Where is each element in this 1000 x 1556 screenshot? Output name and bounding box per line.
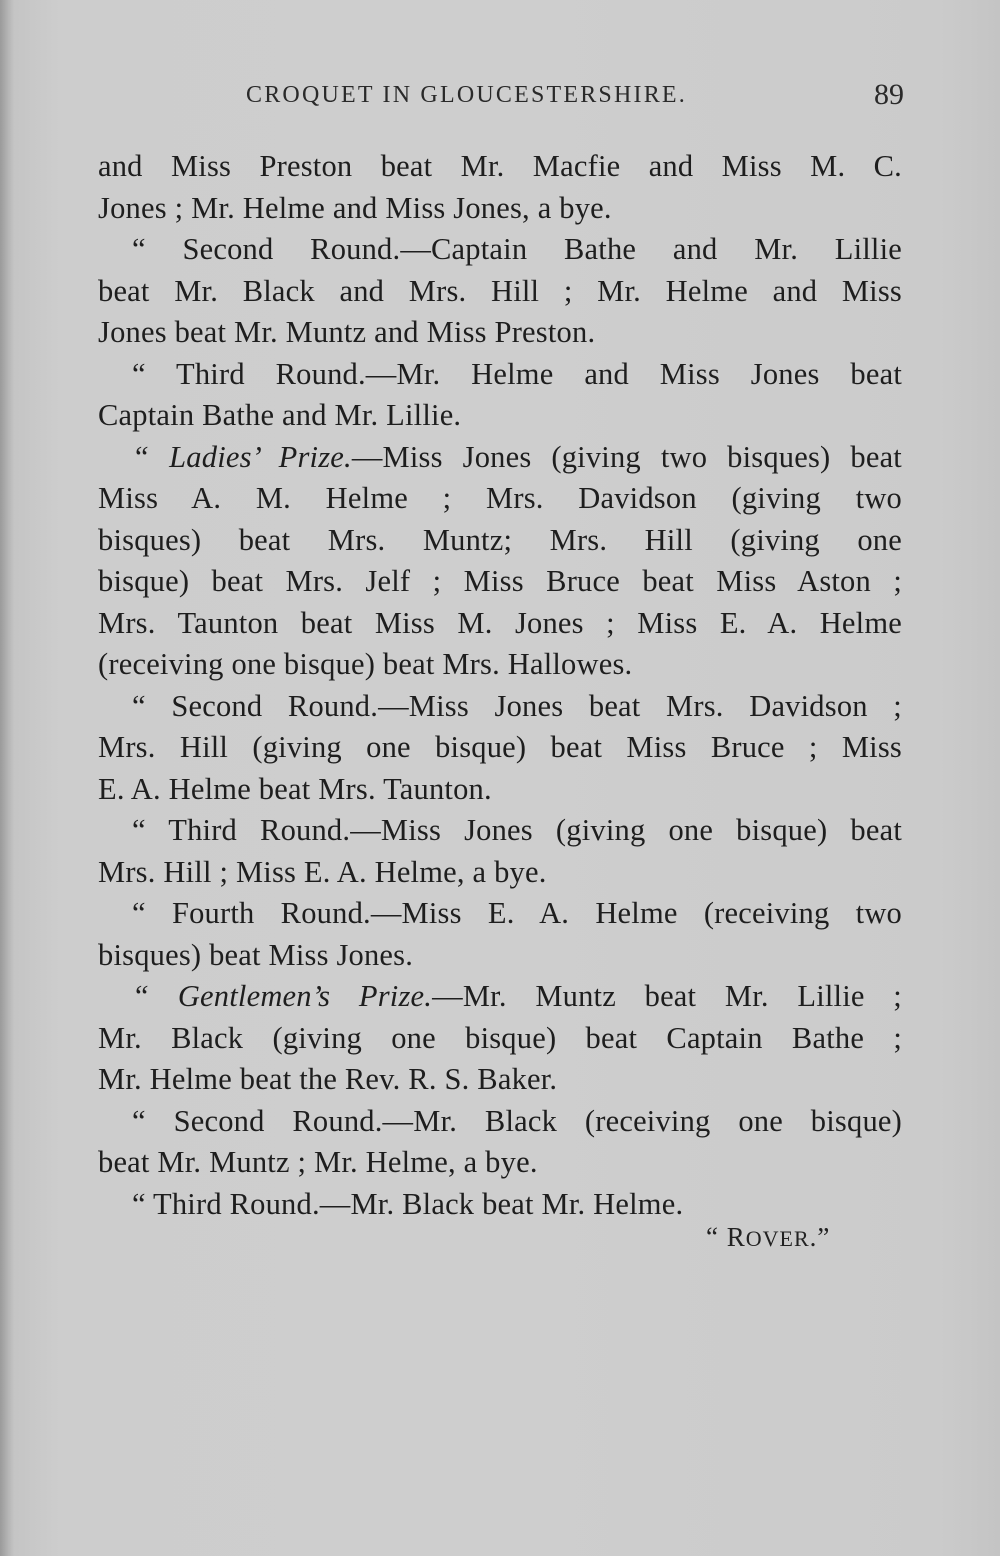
text-line [98, 271, 902, 313]
line-text: (receiving one bisque) beat Mrs. Hallowes. [98, 647, 633, 681]
text-line [98, 1184, 902, 1226]
line-text: bisques) beat Mrs. Muntz; Mrs. Hill (giving one [98, 522, 902, 557]
line-text: Mr. Helme beat the Rev. R. S. Baker. [98, 1062, 558, 1096]
text-line [98, 437, 902, 479]
line-text: Jones beat Mr. Muntz and Miss Preston. [98, 315, 596, 349]
text-line [98, 561, 902, 603]
line-text: Jones ; Mr. Helme and Miss Jones, a bye. [98, 190, 612, 225]
line-text: bisques) beat Miss Jones. [98, 937, 414, 972]
line-text: —Mr. Muntz beat Mr. Lillie ; [432, 979, 902, 1013]
text-line [98, 810, 902, 852]
body-text [98, 146, 902, 1225]
text-line [98, 852, 902, 894]
text-line [98, 1142, 902, 1184]
text-line [98, 893, 902, 935]
line-text: Mrs. Hill ; Miss E. A. Helme, a bye. [98, 854, 547, 889]
text-line [98, 686, 902, 728]
signature-open-quote: “ [706, 1222, 727, 1252]
line-text: “ Third Round.—Miss Jones (giving one bisque) beat [132, 813, 902, 847]
line-text: Mr. Black (giving one bisque) beat Captain Bathe ; [98, 1020, 902, 1055]
text-line [98, 146, 902, 188]
text-line [98, 395, 902, 437]
signature-rest: OVER [745, 1226, 810, 1251]
line-text: and Miss Preston beat Mr. Macfie and Miss M. C. [98, 149, 902, 183]
line-text: —Miss Jones (giving two bisques) beat [351, 439, 902, 474]
text-line [98, 312, 902, 354]
line-text: “ Third Round.—Mr. Black beat Mr. Helme. [132, 1186, 684, 1221]
line-text: “ Second Round.—Mr. Black (receiving one bisque) [132, 1103, 902, 1138]
text-line [98, 769, 902, 811]
line-text: beat Mr. Muntz ; Mr. Helme, a bye. [98, 1145, 538, 1179]
text-line [98, 188, 902, 230]
line-text: Captain Bathe and Mr. Lillie. [98, 398, 462, 432]
text-line [98, 727, 902, 769]
text-line [98, 603, 902, 645]
text-line [98, 976, 902, 1018]
line-text: Miss A. M. Helme ; Mrs. Davidson (giving two [98, 481, 902, 515]
page-number: 89 [874, 78, 904, 111]
italic-heading: “ Ladies’ Prize. [132, 439, 352, 474]
line-text: Mrs. Hill (giving one bisque) beat Miss Bruce ; Miss [98, 730, 902, 764]
running-title: CROQUET IN GLOUCESTERSHIRE. [246, 82, 687, 108]
running-head [98, 78, 906, 118]
text-line [98, 1059, 902, 1101]
signature [706, 1222, 830, 1253]
line-text: bisque) beat Mrs. Jelf ; Miss Bruce beat Miss Aston ; [98, 564, 902, 598]
line-text: E. A. Helme beat Mrs. Taunton. [98, 771, 492, 806]
text-line [98, 935, 902, 977]
text-line [98, 520, 902, 562]
signature-initial: R [726, 1222, 746, 1252]
page-edge-shadow [0, 0, 14, 1556]
line-text: “ Fourth Round.—Miss E. A. Helme (receiving two [132, 896, 902, 930]
italic-heading: “ Gentlemen’s Prize. [132, 979, 433, 1013]
line-text: “ Second Round.—Miss Jones beat Mrs. Davidson ; [132, 688, 902, 723]
text-line [98, 478, 902, 520]
text-line [98, 1018, 902, 1060]
line-text: Mrs. Taunton beat Miss M. Jones ; Miss E. A. Helme [98, 605, 902, 640]
line-text: beat Mr. Black and Mrs. Hill ; Mr. Helme and Miss [98, 273, 902, 308]
line-text: “ Second Round.—Captain Bathe and Mr. Lillie [132, 232, 902, 266]
line-text: “ Third Round.—Mr. Helme and Miss Jones beat [132, 356, 902, 391]
text-line [98, 229, 902, 271]
text-line [98, 354, 902, 396]
text-line [98, 1101, 902, 1143]
text-line [98, 644, 902, 686]
signature-close: .” [809, 1222, 831, 1252]
